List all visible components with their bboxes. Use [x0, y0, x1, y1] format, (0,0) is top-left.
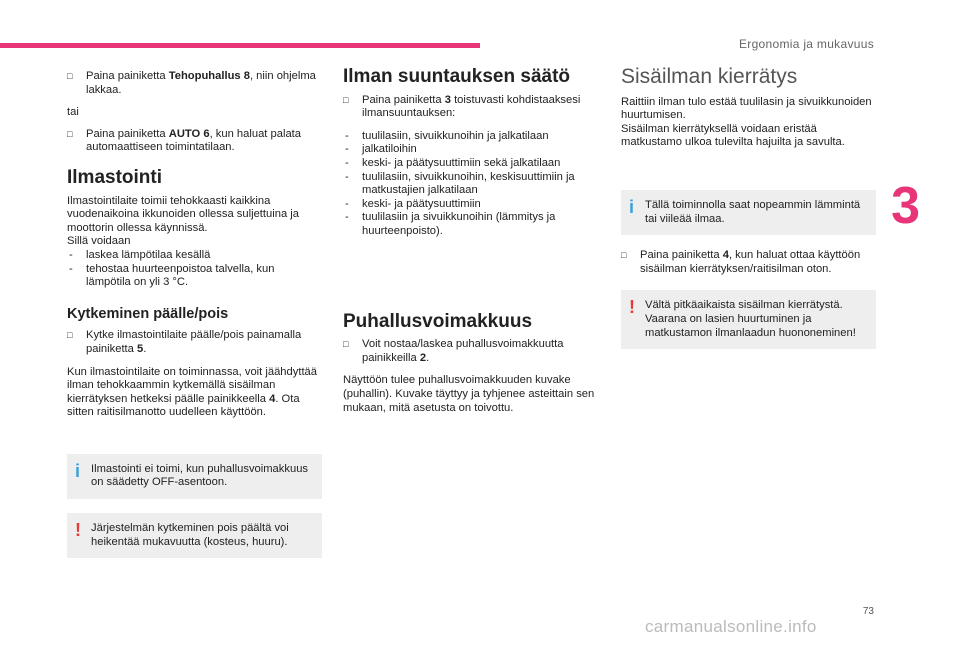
paragraph: Näyttöön tulee puhallusvoimakkuuden kuvake (puhallin). Kuvake täyttyy ja tyhjenee asteittain sen mukaan, mitä asetusta on toivottu. — [343, 374, 595, 414]
list-item: - tuulilasiin ja sivuikkunoihin (lämmitys ja huurteenpoisto). — [343, 211, 598, 238]
list-item: - laskea lämpötilaa kesällä — [67, 249, 322, 263]
checkbox-bullet-icon: □ — [67, 128, 73, 139]
heading-suuntaus: Ilman suuntauksen säätö — [343, 66, 571, 87]
info-icon: i — [629, 196, 635, 217]
info-note: i Tällä toiminnolla saat nopeammin lämmintä tai viileää ilmaa. — [621, 190, 876, 235]
header-accent-bar — [0, 43, 480, 48]
list-item: - tuulilasiin, sivuikkunoihin, keskisuuttimiin ja matkustajien jalkatilaan — [343, 171, 598, 198]
list-item: - keski- ja päätysuuttimiin sekä jalkatilaan — [343, 157, 598, 171]
list-item: - jalkatiloihin — [343, 143, 598, 157]
checkbox-bullet-icon: □ — [67, 71, 73, 81]
heading-puhallus: Puhallusvoimakkuus — [343, 310, 533, 332]
info-icon: i — [75, 460, 81, 481]
page-number: 73 — [862, 606, 874, 617]
paragraph: Kun ilmastointilaite on toiminnassa, voit jäähdyttää ilman tehokkaammin kytkemällä sisäilman kierrätyksen hetkeksi päälle painikkeella 4. Ota sitten raitisilmanotto uudelleen käyttöön. — [67, 365, 317, 419]
dash-list — [343, 130, 598, 239]
list-item: - tehostaa huurteenpoistoa talvella, kun lämpötila on yli 3 °C. — [67, 263, 322, 290]
chapter-number: 3 — [891, 177, 920, 235]
instruction-bullet: □ Paina painiketta 4, kun haluat ottaa käyttöön sisäilman kierrätyksen/raitisilman oton. — [621, 249, 861, 275]
warning-note: ! Järjestelmän kytkeminen pois päältä voi heikentää mukavuutta (kosteus, huuru). — [67, 513, 322, 558]
checkbox-bullet-icon: □ — [67, 330, 73, 341]
paragraph: Sisäilman kierrätyksellä voidaan eristää matkustamo ulkoa tulevilta hajuilta ja savulta. — [621, 122, 845, 149]
info-note: i Ilmastointi ei toimi, kun puhallusvoimakkuus on säädetty OFF-asentoon. — [67, 454, 322, 499]
instruction-bullet: □ Voit nostaa/laskea puhallusvoimakkuutta painikkeilla 2. — [343, 338, 564, 364]
column-left — [67, 70, 322, 572]
instruction-bullet: □ Paina painiketta 3 toistuvasti kohdistaaksesi ilmansuuntauksen: — [343, 93, 581, 120]
dash-list — [67, 249, 322, 290]
list-item: - tuulilasiin, sivuikkunoihin ja jalkatilaan — [343, 130, 598, 144]
heading-ilmastointi: Ilmastointi — [67, 166, 163, 188]
checkbox-bullet-icon: □ — [343, 94, 349, 105]
or-text: tai — [67, 106, 79, 119]
paragraph: Raittiin ilman tulo estää tuulilasin ja sivuikkunoiden huurtumisen. — [621, 95, 872, 122]
column-right — [621, 65, 876, 363]
instruction-bullet: □ Paina painiketta AUTO 6, kun haluat palata automaattiseen toimintatilaan. — [67, 127, 301, 154]
list-item: - keski- ja päätysuuttimiin — [343, 198, 598, 212]
warning-note: ! Vältä pitkäaikaista sisäilman kierrätystä. Vaarana on lasien huurtuminen ja matkustamon ilmanlaadun huononeminen! — [621, 290, 876, 349]
heading-kierratys: Sisäilman kierrätys — [621, 65, 798, 88]
paragraph: Sillä voidaan — [67, 235, 131, 248]
heading-kytkeminen: Kytkeminen päälle/pois — [67, 305, 229, 322]
warning-icon: ! — [629, 297, 635, 318]
instruction-bullet: □ Kytke ilmastointilaite päälle/pois painamalla painiketta 5. — [67, 329, 302, 355]
warning-icon: ! — [75, 520, 81, 541]
checkbox-bullet-icon: □ — [343, 339, 349, 350]
paragraph: Ilmastointilaite toimii tehokkaasti kaikkina vuodenaikoina ikkunoiden ollessa suljettuina ja moottorin ollessa käynnissä. — [67, 194, 299, 234]
section-title: Ergonomia ja mukavuus — [738, 37, 874, 51]
watermark[interactable]: carmanualsonline.info — [645, 617, 817, 636]
checkbox-bullet-icon: □ — [621, 250, 627, 261]
column-middle — [343, 66, 598, 423]
instruction-bullet: □ Paina painiketta Tehopuhallus 8, niin ohjelma lakkaa. — [67, 70, 316, 96]
